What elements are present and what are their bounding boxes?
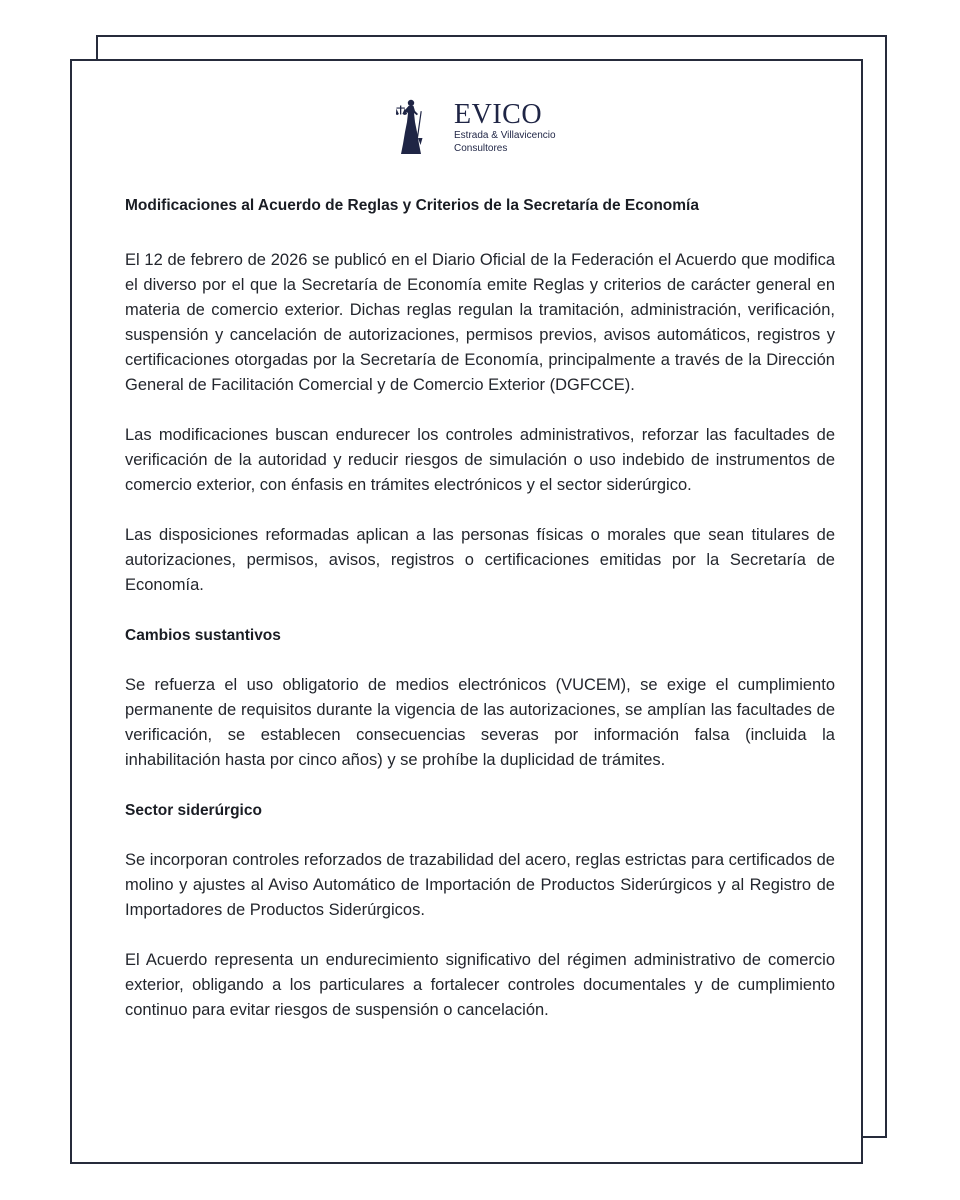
brand-subtitle-line-1: Estrada & Villavicencio — [454, 130, 556, 141]
lady-justice-icon — [396, 98, 426, 156]
brand-subtitle-line-2: Consultores — [454, 143, 508, 154]
paragraph-scope: Las disposiciones reformadas aplican a las personas físicas o morales que sean titulares de autorizaciones, permisos, avisos, registros o certificaciones emitidas por la Secretaría de Economía. — [125, 526, 835, 594]
paragraph-intro: El 12 de febrero de 2026 se publicó en el Diario Oficial de la Federación el Acuerdo que modifica el diverso por el que la Secretaría de Economía emite Reglas y criterios de carácter general en materia de comercio exterior. Dichas reglas regulan la tramitación, administración, verificación, suspensión y cancelación de autorizaciones, permisos previos, avisos automáticos, registros y certificaciones otorgadas por la Secretaría de Economía, principalmente a través de la Dirección General de Facilitación Comercial y de Comercio Exterior (DGFCCE). — [125, 251, 835, 394]
brand-name: EVICO — [454, 99, 543, 130]
document-title: Modificaciones al Acuerdo de Reglas y Criterios de la Secretaría de Economía — [125, 197, 699, 214]
section-heading-cambios: Cambios sustantivos — [125, 627, 281, 644]
paragraph-siderurgico: Se incorporan controles reforzados de trazabilidad del acero, reglas estrictas para certificados de molino y ajustes al Aviso Automático de Importación de Productos Siderúrgicos y al Registro de Importadores de Productos Siderúrgicos. — [125, 851, 835, 919]
paragraph-objectives: Las modificaciones buscan endurecer los controles administrativos, reforzar las facultades de verificación de la autoridad y reducir riesgos de simulación o uso indebido de instrumentos de comercio exterior, con énfasis en trámites electrónicos y el sector siderúrgico. — [125, 426, 835, 494]
paragraph-conclusion: El Acuerdo representa un endurecimiento significativo del régimen administrativo de comercio exterior, obligando a los particulares a fortalecer controles documentales y de cumplimiento continuo para evitar riesgos de suspensión o cancelación. — [125, 951, 835, 1019]
evico-logo — [396, 98, 576, 160]
document-body — [125, 193, 835, 1048]
paragraph-cambios: Se refuerza el uso obligatorio de medios electrónicos (VUCEM), se exige el cumplimiento permanente de requisitos durante la vigencia de las autorizaciones, se amplían las facultades de verificación, se establecen consecuencias severas por información falsa (incluida la inhabilitación hasta por cinco años) y se prohíbe la duplicidad de trámites. — [125, 676, 835, 769]
section-heading-siderurgico: Sector siderúrgico — [125, 802, 262, 819]
